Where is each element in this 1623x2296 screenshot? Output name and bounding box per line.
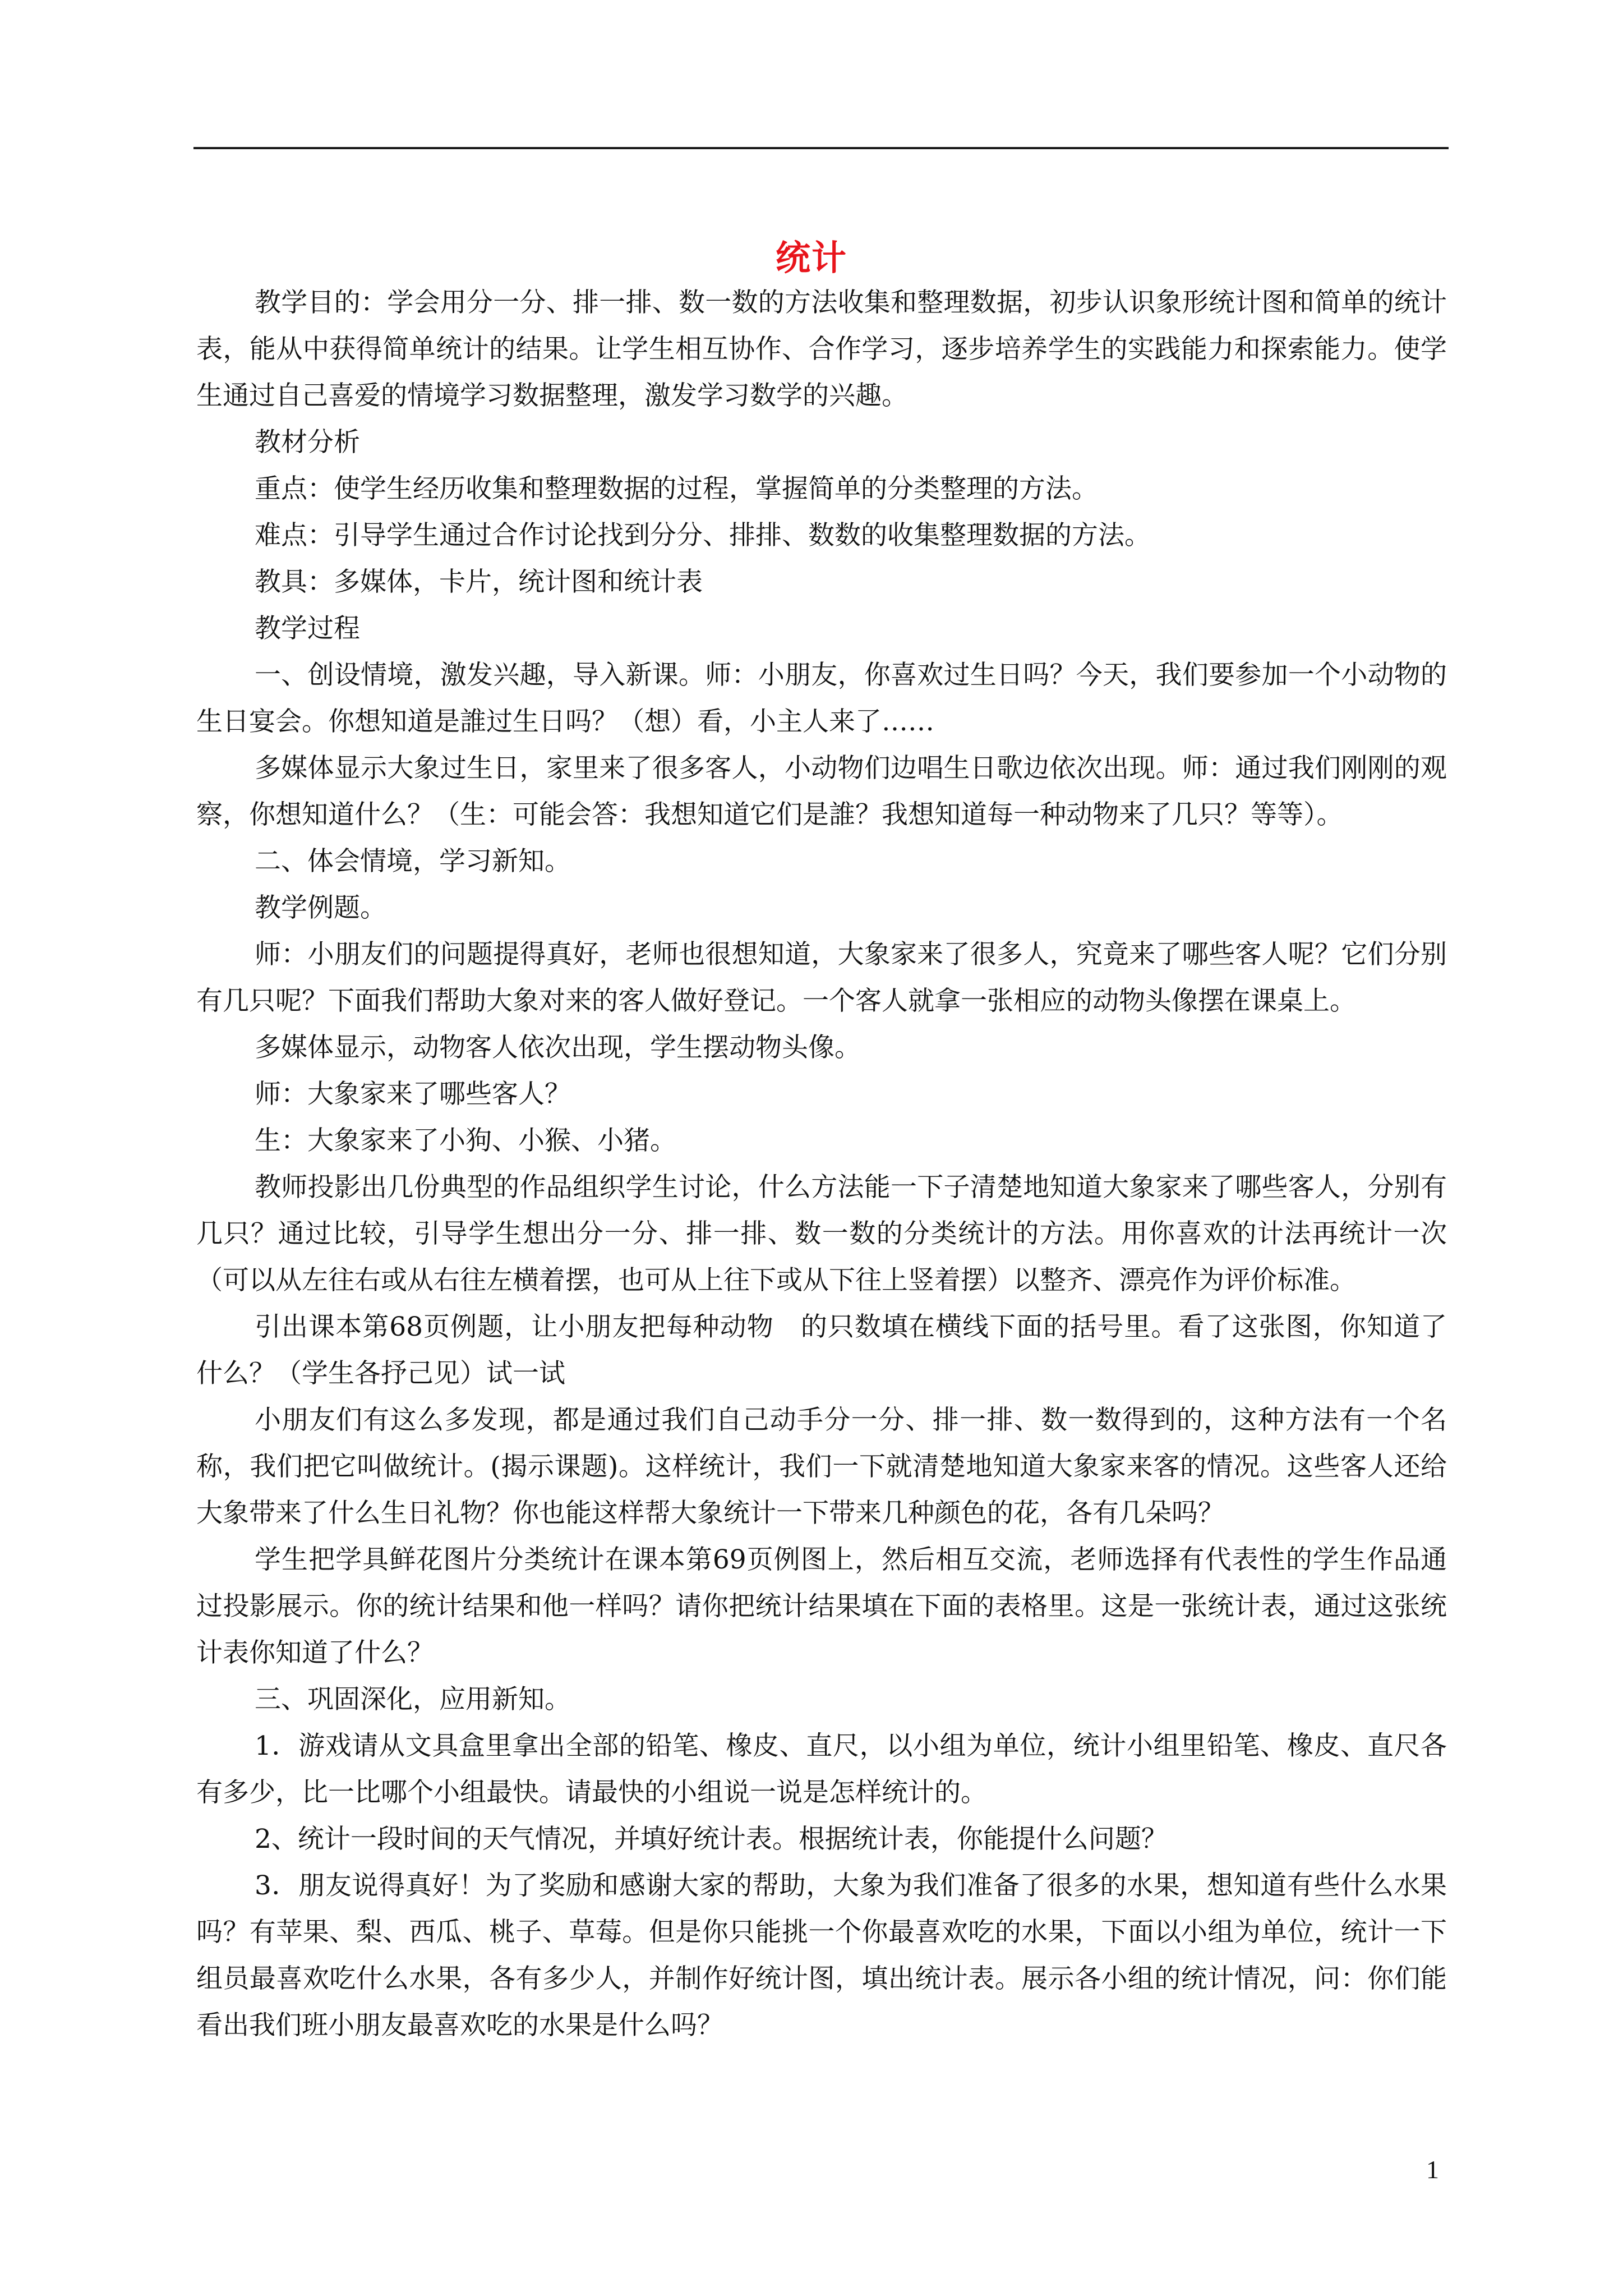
paragraph-activity-3: 3．朋友说得真好！为了奖励和感谢大家的帮助，大象为我们准备了很多的水果，想知道有些什么水果吗？有苹果、梨、西瓜、桃子、草莓。但是你只能挑一个你最喜欢吃的水果，下面以小组为单位，统计一下组员最喜欢吃什么水果，各有多少人，并制作好统计图，填出统计表。展示各小组的统计情况，问：你们能看出我们班小朋友最喜欢吃的水果是什么吗？ — [196, 1870, 1447, 2041]
paragraph-example: 教学例题。 — [255, 892, 386, 923]
paragraph-section-two: 二、体会情境，学习新知。 — [255, 846, 571, 877]
paragraph-teacher-ask: 师：大象家来了哪些客人？ — [255, 1079, 571, 1110]
paragraph-difficulties: 难点：引导学生通过合作讨论找到分分、排排、数数的收集整理数据的方法。 — [255, 520, 1151, 551]
paragraph-textbook-69: 学生把学具鲜花图片分类统计在课本第69页例图上，然后相互交流，老师选择有代表性的学生作品通过投影展示。你的统计结果和他一样吗？请你把统计结果填在下面的表格里。这是一张统计表，通过这张统计表你知道了什么？ — [196, 1544, 1447, 1668]
paragraph-multimedia-guests: 多媒体显示，动物客人依次出现，学生摆动物头像。 — [255, 1032, 861, 1063]
paragraph-textbook-68: 引出课本第68页例题，让小朋友把每种动物 的只数填在横线下面的括号里。看了这张图，你知道了什么？（学生各抒己见）试一试 — [196, 1312, 1447, 1389]
header-rule — [193, 147, 1449, 149]
page-number: 1 — [1426, 2155, 1439, 2184]
paragraph-objectives: 教学目的：学会用分一分、排一排、数一数的方法收集和整理数据，初步认识象形统计图和简单的统计表，能从中获得简单统计的结果。让学生相互协作、合作学习，逐步培养学生的实践能力和探索能力。使学生通过自己喜爱的情境学习数据整理，激发学习数学的兴趣。 — [196, 287, 1447, 411]
paragraph-key-points: 重点：使学生经历收集和整理数据的过程，掌握简单的分类整理的方法。 — [255, 473, 1098, 504]
paragraph-section-three: 三、巩固深化，应用新知。 — [255, 1684, 571, 1715]
paragraph-discussion: 教师投影出几份典型的作品组织学生讨论，什么方法能一下子清楚地知道大象家来了哪些客人，分别有几只？通过比较，引导学生想出分一分、排一排、数一数的分类统计的方法。用你喜欢的计法再统计一次（可以从左往右或从右往左横着摆，也可从上往下或从下往上竖着摆）以整齐、漂亮作为评价标准。 — [196, 1172, 1447, 1296]
paragraph-material-analysis: 教材分析 — [255, 427, 360, 458]
paragraph-student-answer: 生：大象家来了小狗、小猴、小猪。 — [255, 1125, 676, 1156]
document-title: 统计 — [775, 237, 847, 278]
document-body — [196, 279, 1447, 2049]
paragraph-teaching-process: 教学过程 — [255, 613, 360, 644]
paragraph-teaching-aids: 教具：多媒体，卡片，统计图和统计表 — [255, 567, 703, 597]
paragraph-section-one: 一、创设情境，激发兴趣，导入新课。师：小朋友，你喜欢过生日吗？今天，我们要参加一个小动物的生日宴会。你想知道是誰过生日吗？（想）看，小主人来了…… — [196, 660, 1447, 737]
paragraph-activity-1: 1．游戏请从文具盒里拿出全部的铅笔、橡皮、直尺，以小组为单位，统计小组里铅笔、橡皮、直尺各有多少，比一比哪个小组最快。请最快的小组说一说是怎样统计的。 — [196, 1731, 1447, 1808]
paragraph-multimedia-birthday: 多媒体显示大象过生日，家里来了很多客人，小动物们边唱生日歌边依次出现。师：通过我们刚刚的观察，你想知道什么？（生：可能会答：我想知道它们是誰？我想知道每一种动物来了几只？等等）。 — [196, 753, 1447, 830]
paragraph-statistics-intro: 小朋友们有这么多发现，都是通过我们自己动手分一分、排一排、数一数得到的，这种方法有一个名称，我们把它叫做统计。(揭示课题)。这样统计，我们一下就清楚地知道大象家来客的情况。这些客人还给大象带来了什么生日礼物？你也能这样帮大象统计一下带来几种颜色的花，各有几朵吗？ — [196, 1405, 1447, 1529]
paragraph-teacher-question: 师：小朋友们的问题提得真好，老师也很想知道，大象家来了很多人，究竟来了哪些客人呢？它们分别有几只呢？下面我们帮助大象对来的客人做好登记。一个客人就拿一张相应的动物头像摆在课桌上。 — [196, 939, 1447, 1016]
paragraph-activity-2: 2、统计一段时间的天气情况，并填好统计表。根据统计表，你能提什么问题？ — [255, 1824, 1168, 1855]
